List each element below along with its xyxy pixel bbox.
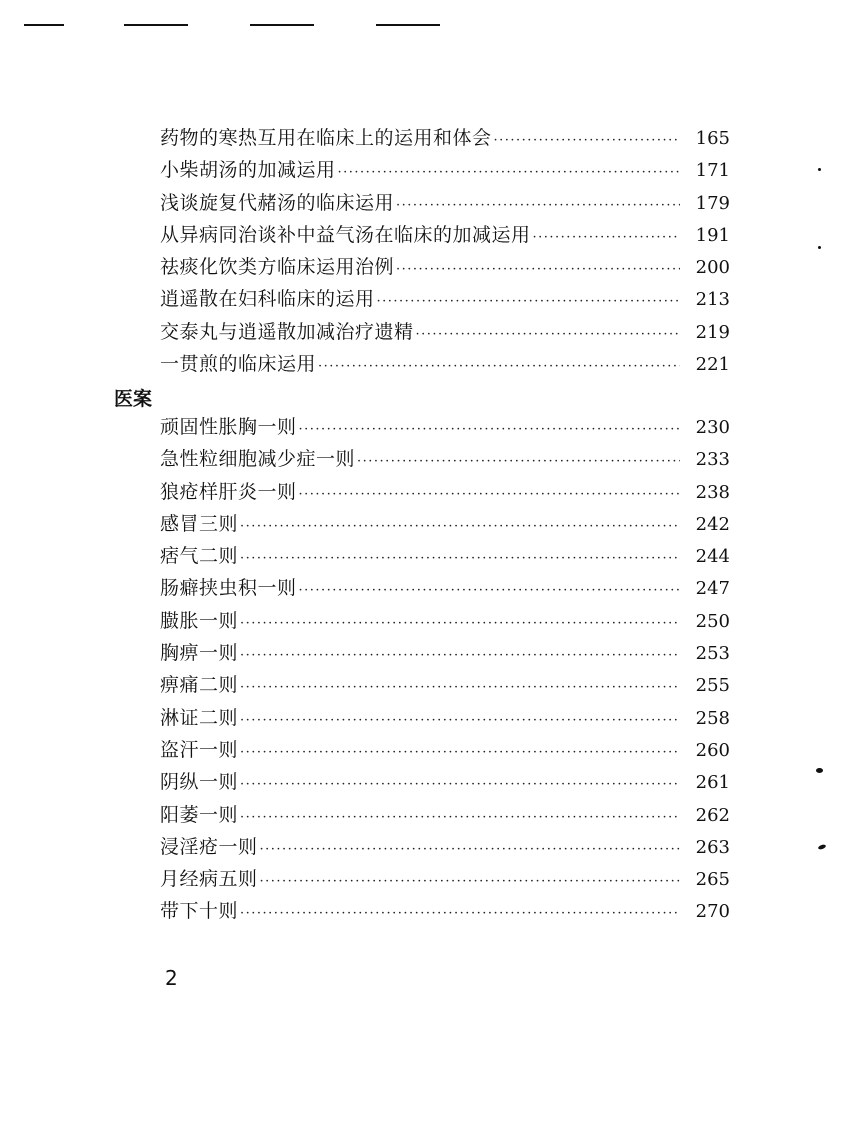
toc-leader-dots (533, 222, 680, 254)
scan-speck (818, 844, 827, 850)
toc-entry-page: 263 (695, 836, 730, 858)
toc-leader-dots (338, 157, 680, 189)
toc-entry-page: 191 (695, 224, 730, 246)
toc-entry-page: 230 (695, 417, 730, 438)
toc-entry (160, 187, 730, 219)
toc-leader-dots (260, 866, 680, 898)
toc-entry-page: 255 (695, 675, 730, 697)
toc-entry-title: 痹痛二则 (160, 674, 239, 697)
toc-entry-page: 179 (695, 192, 730, 214)
toc-entry (160, 540, 730, 572)
toc-entry (160, 348, 730, 380)
toc-entry (160, 154, 730, 186)
toc-entry-page: 233 (695, 449, 730, 471)
toc-entry-page: 213 (695, 289, 730, 311)
toc-entry-page: 247 (695, 578, 730, 600)
toc-entry (160, 572, 730, 604)
toc-entry (160, 766, 730, 798)
toc-entry-title: 顽固性胀胸一则 (160, 416, 297, 438)
section-heading-cases: 医案 (114, 388, 153, 410)
toc-entry-page: 242 (695, 513, 730, 535)
toc-entry-page: 253 (695, 643, 730, 665)
toc-entry-title: 盗汗一则 (160, 738, 239, 761)
toc-leader-dots (240, 769, 680, 801)
toc-leader-dots (240, 511, 680, 543)
toc-entry-title: 感冒三则 (160, 512, 239, 535)
toc-entry (160, 831, 730, 863)
toc-entry (160, 411, 730, 443)
toc-entry-title: 逍遥散在妇科临床的运用 (160, 288, 375, 311)
toc-entry-page: 171 (695, 160, 730, 182)
toc-entry-title: 阳萎一则 (160, 803, 239, 826)
toc-entry-title: 浸淫疮一则 (160, 835, 258, 858)
toc-entry-title: 从异病同治谈补中益气汤在临床的加减运用 (160, 223, 531, 246)
header-rule-1 (24, 24, 64, 26)
toc-entry (160, 443, 730, 475)
toc-entry (160, 316, 730, 348)
toc-entry-title: 一贯煎的临床运用 (160, 353, 317, 376)
toc-leader-dots (260, 834, 680, 866)
scan-speck (816, 768, 823, 773)
toc-entry-page: 238 (695, 481, 730, 503)
toc-leader-dots (299, 414, 680, 446)
toc-entry-title: 痞气二则 (160, 545, 239, 568)
toc-entry (160, 251, 730, 283)
header-rule-2 (124, 24, 188, 26)
toc-entry-page: 270 (695, 901, 730, 923)
header-rule-3 (250, 24, 314, 26)
toc-entry (160, 895, 730, 927)
toc-entry-page: 200 (695, 257, 730, 279)
toc-entry (160, 283, 730, 315)
toc-entry-title: 急性粒细胞减少症一则 (160, 448, 356, 471)
toc-entry-title: 狼疮样肝炎一则 (160, 480, 297, 503)
toc-entry (160, 669, 730, 701)
toc-leader-dots (377, 286, 680, 318)
toc-entry-title: 肠癖挟虫积一则 (160, 577, 297, 600)
toc-entry (160, 508, 730, 540)
toc-leader-dots (240, 898, 680, 930)
toc-articles-list (160, 122, 730, 380)
toc-entry-title: 淋证二则 (160, 706, 239, 729)
toc-entry (160, 637, 730, 669)
toc-leader-dots (416, 319, 680, 351)
toc-leader-dots (494, 125, 680, 157)
footer-page-number: 2 (165, 966, 178, 990)
toc-entry-page: 265 (695, 869, 730, 891)
toc-entry-page: 219 (695, 321, 730, 343)
toc-entry-page: 165 (695, 128, 730, 149)
toc-leader-dots (240, 608, 680, 640)
header-rule-4 (376, 24, 440, 26)
toc-entry-title: 交泰丸与逍遥散加减治疗遗精 (160, 320, 414, 343)
toc-entry-page: 261 (695, 772, 730, 794)
toc-entry-title: 祛痰化饮类方临床运用治例 (160, 256, 395, 279)
toc-entry (160, 122, 730, 154)
toc-entry-page: 221 (695, 354, 730, 376)
toc-entry-title: 带下十则 (160, 900, 239, 923)
toc-leader-dots (396, 190, 680, 222)
toc-leader-dots (240, 543, 680, 575)
toc-leader-dots (299, 575, 680, 607)
toc-leader-dots (396, 254, 680, 286)
toc-entry-page: 250 (695, 610, 730, 632)
toc-leader-dots (240, 672, 680, 704)
toc-entry-page: 244 (695, 546, 730, 568)
toc-entry-page: 260 (695, 739, 730, 761)
toc-leader-dots (299, 479, 680, 511)
toc-entry (160, 476, 730, 508)
toc-leader-dots (357, 446, 680, 478)
toc-entry (160, 605, 730, 637)
toc-leader-dots (240, 640, 680, 672)
toc-entry (160, 702, 730, 734)
toc-entry (160, 734, 730, 766)
toc-leader-dots (318, 351, 680, 383)
toc-entry-title: 阴纵一则 (160, 771, 239, 794)
toc-cases-list (160, 411, 730, 928)
toc-entry-title: 胸痹一则 (160, 642, 239, 665)
toc-entry (160, 799, 730, 831)
toc-entry-title: 小柴胡汤的加减运用 (160, 159, 336, 182)
toc-entry-title: 月经病五则 (160, 868, 258, 891)
toc-entry-title: 臌胀一则 (160, 609, 239, 632)
toc-entry (160, 863, 730, 895)
toc-entry-page: 258 (695, 707, 730, 729)
toc-entry-title: 浅谈旋复代赭汤的临床运用 (160, 191, 395, 214)
toc-leader-dots (240, 737, 680, 769)
toc-leader-dots (240, 802, 680, 834)
toc-entry (160, 219, 730, 251)
toc-entry-title: 药物的寒热互用在临床上的运用和体会 (160, 127, 492, 149)
scan-speck (818, 168, 821, 171)
scan-speck (818, 246, 821, 249)
toc-leader-dots (240, 705, 680, 737)
toc-entry-page: 262 (695, 804, 730, 826)
